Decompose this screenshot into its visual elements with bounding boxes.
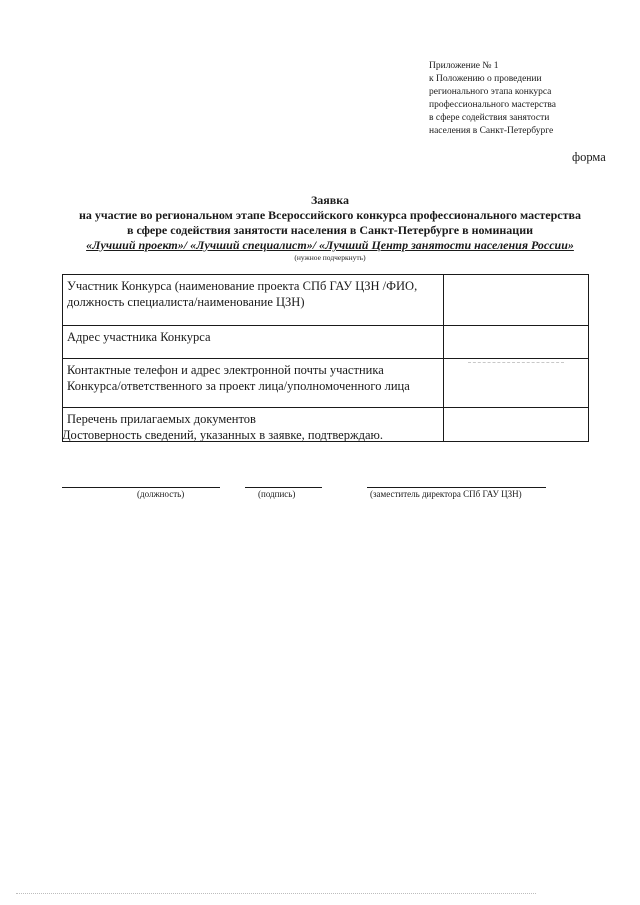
appendix-line: Приложение № 1	[429, 61, 499, 71]
row-value-documents[interactable]	[444, 408, 589, 442]
appendix-line: в сфере содействия занятости	[429, 113, 550, 123]
table-row	[63, 326, 589, 359]
document-title	[40, 193, 620, 263]
position-caption: (должность)	[137, 489, 185, 499]
form-label: форма	[572, 150, 606, 164]
appendix-line: профессионального мастерства	[429, 100, 556, 110]
row-value-contacts[interactable]	[444, 359, 589, 408]
name-caption: (заместитель директора СПб ГАУ ЦЗН)	[370, 489, 522, 499]
application-table	[62, 274, 589, 442]
title-heading: Заявка	[310, 193, 350, 207]
title-note: (нужное подчеркнуть)	[294, 253, 366, 262]
table-row	[63, 359, 589, 408]
position-signature-line[interactable]	[62, 487, 220, 488]
confirmation-text: Достоверность сведений, указанных в заявке, подтверждаю.	[62, 428, 383, 442]
row-value-participant[interactable]	[444, 275, 589, 326]
table-row	[63, 275, 589, 326]
scan-artifact	[16, 893, 536, 894]
appendix-line: регионального этапа конкурса	[429, 87, 552, 97]
appendix-line: населения в Санкт-Петербурге	[429, 126, 554, 136]
row-label-documents: Перечень прилагаемых документов	[63, 408, 444, 442]
row-label-address: Адрес участника Конкурса	[63, 326, 444, 359]
title-line-1: на участие во региональном этапе Всероссийского конкурса профессионального мастерства	[78, 208, 582, 222]
name-signature-line[interactable]	[367, 487, 546, 488]
row-label-participant: Участник Конкурса (наименование проекта СПб ГАУ ЦЗН /ФИО, должность специалиста/наименование ЦЗН)	[63, 275, 444, 326]
signature-caption: (подпись)	[258, 489, 296, 499]
appendix-line: к Положению о проведении	[429, 74, 542, 84]
title-line-2: в сфере содействия занятости населения в Санкт-Петербурге в номинации	[126, 223, 534, 237]
title-nominations: «Лучший проект»/ «Лучший специалист»/ «Лучший Центр занятости населения России»	[86, 238, 574, 252]
row-value-address[interactable]	[444, 326, 589, 359]
row-label-contacts: Контактные телефон и адрес электронной почты участника Конкурса/ответственного за проект лица/уполномоченного лица	[63, 359, 444, 408]
appendix-header	[429, 60, 629, 138]
signature-line[interactable]	[245, 487, 322, 488]
scan-artifact	[468, 362, 564, 363]
